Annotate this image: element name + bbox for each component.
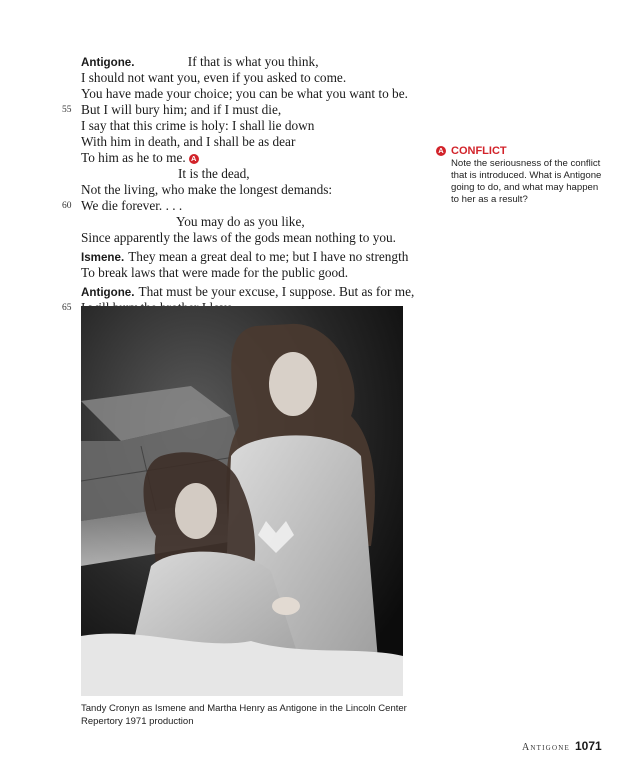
line-number-55: 55 bbox=[62, 105, 72, 115]
annotation-marker-a[interactable]: A bbox=[189, 154, 199, 164]
play-line-1 bbox=[81, 54, 319, 71]
play-line-3: You have made your choice; you can be what you want to be. bbox=[81, 86, 408, 101]
play-line-14: To break laws that were made for the public good. bbox=[81, 265, 349, 280]
speaker-antigone: Antigone. bbox=[81, 56, 135, 69]
sidenote-heading: CONFLICT bbox=[451, 145, 507, 157]
play-line-4: But I will bury him; and if I must die, bbox=[81, 102, 282, 117]
play-line-8: It is the dead, bbox=[178, 166, 250, 181]
sidenote-marker-a[interactable]: A bbox=[436, 146, 446, 156]
sidenote-line: to her as a result? bbox=[451, 194, 528, 205]
line-number-60: 60 bbox=[62, 201, 72, 211]
sidenote-line: going to do, and what may happen bbox=[451, 182, 599, 193]
play-line-7 bbox=[81, 150, 199, 166]
speaker-ismene: Ismene. bbox=[81, 251, 125, 264]
line-text: If that is what you think, bbox=[187, 54, 319, 69]
play-line-10: We die forever. . . . bbox=[81, 198, 183, 213]
play-line-9: Not the living, who make the longest demands: bbox=[81, 182, 333, 197]
play-line-12: Since apparently the laws of the gods mean nothing to you. bbox=[81, 230, 396, 245]
play-line-6: With him in death, and I shall be as dear bbox=[81, 134, 296, 149]
production-photo-illustration bbox=[81, 306, 403, 696]
page-number: 1071 bbox=[575, 739, 602, 753]
sidenote-line: Note the seriousness of the conflict bbox=[451, 158, 601, 169]
running-head: Antigone bbox=[522, 742, 570, 753]
line-text: They mean a great deal to me; but I have no strength bbox=[128, 249, 409, 264]
play-line-5: I say that this crime is holy: I shall lie down bbox=[81, 118, 315, 133]
line-text: To him as he to me. bbox=[81, 150, 186, 165]
play-line-13 bbox=[81, 249, 408, 266]
play-line-2: I should not want you, even if you asked to come. bbox=[81, 70, 347, 85]
play-line-15 bbox=[81, 284, 414, 301]
line-text: That must be your excuse, I suppose. But as for me, bbox=[138, 284, 415, 299]
photo-caption-line-2: Repertory 1971 production bbox=[81, 716, 194, 727]
speaker-antigone: Antigone. bbox=[81, 286, 135, 299]
sidenote-line: that is introduced. What is Antigone bbox=[451, 170, 602, 181]
line-number-65: 65 bbox=[62, 303, 72, 313]
production-photo bbox=[81, 306, 403, 696]
photo-caption-line-1: Tandy Cronyn as Ismene and Martha Henry as Antigone in the Lincoln Center bbox=[81, 703, 407, 714]
play-line-11: You may do as you like, bbox=[176, 214, 305, 229]
